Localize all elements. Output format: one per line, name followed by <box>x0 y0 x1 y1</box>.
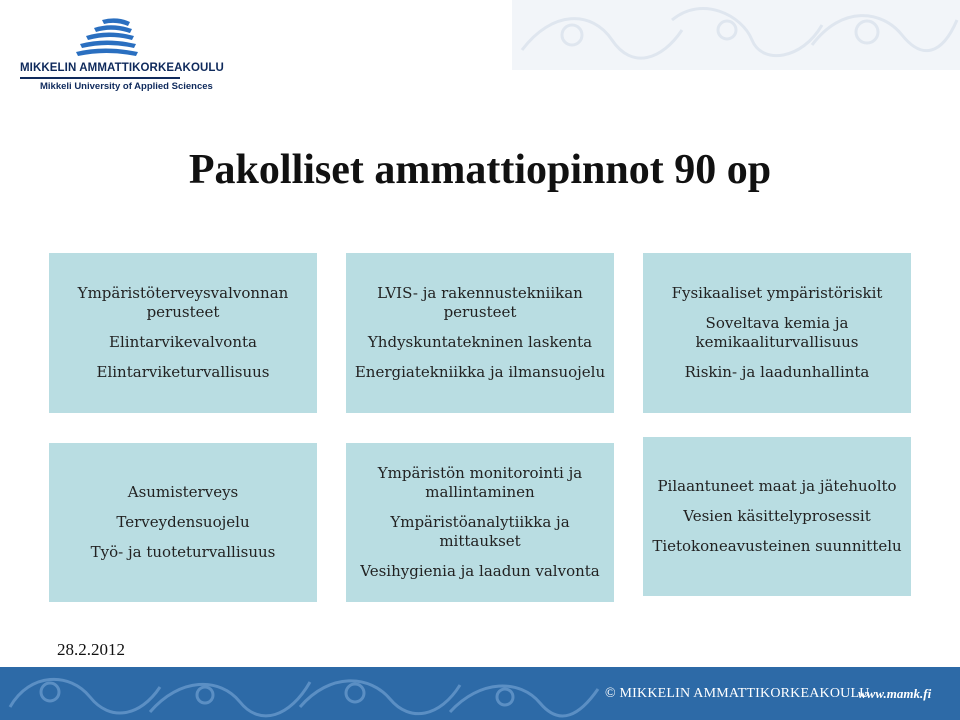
course-item: Ympäristöanalytiikka ja mittaukset <box>390 513 570 550</box>
course-item: Pilaantuneet maat ja jätehuolto <box>657 477 897 495</box>
logo-underline <box>20 77 180 79</box>
course-box-1 <box>49 253 317 413</box>
course-box-4 <box>49 443 317 602</box>
footer-copyright: © MIKKELIN AMMATTIKORKEAKOULU <box>605 686 870 701</box>
course-item: Vesien käsittelyprosessit <box>683 507 871 525</box>
slide-date: 28.2.2012 <box>57 640 125 659</box>
school-logo <box>20 16 224 96</box>
course-item: Elintarviketurvallisuus <box>96 363 270 381</box>
course-box-6 <box>643 437 911 596</box>
course-item: Riskin- ja laadunhallinta <box>684 363 870 381</box>
course-item: Vesihygienia ja laadun valvonta <box>360 562 600 580</box>
course-item: Asumisterveys <box>127 483 239 501</box>
logo-wave-mark-icon <box>72 16 152 60</box>
course-item: Elintarvikevalvonta <box>109 333 257 351</box>
course-item: LVIS- ja rakennustekniikan perusteet <box>377 284 583 321</box>
course-item: Fysikaaliset ympäristöriskit <box>671 284 883 302</box>
course-box-2 <box>346 253 614 413</box>
course-box-3 <box>643 253 911 413</box>
course-box-5 <box>346 443 614 602</box>
course-item: Ympäristön monitorointi ja mallintaminen <box>377 464 583 501</box>
page-title: Pakolliset ammattiopinnot 90 op <box>188 147 772 193</box>
course-item: Soveltava kemia ja kemikaaliturvallisuus <box>695 314 859 351</box>
course-item: Ympäristöterveysvalvonnan perusteet <box>77 284 289 321</box>
course-item: Tietokoneavusteinen suunnittelu <box>652 537 902 555</box>
course-item: Energiatekniikka ja ilmansuojelu <box>354 363 606 381</box>
logo-subtitle: Mikkeli University of Applied Sciences <box>40 81 213 92</box>
course-item: Yhdyskuntatekninen laskenta <box>367 333 593 351</box>
footer-bar <box>0 667 960 720</box>
footer-website-link[interactable]: www.mamk.fi <box>858 686 932 701</box>
footer-ornament <box>0 667 600 720</box>
header-ornament <box>512 0 960 70</box>
course-item: Työ- ja tuoteturvallisuus <box>90 543 276 561</box>
logo-name: MIKKELIN AMMATTIKORKEAKOULU <box>20 62 224 74</box>
course-item: Terveydensuojelu <box>116 513 250 531</box>
